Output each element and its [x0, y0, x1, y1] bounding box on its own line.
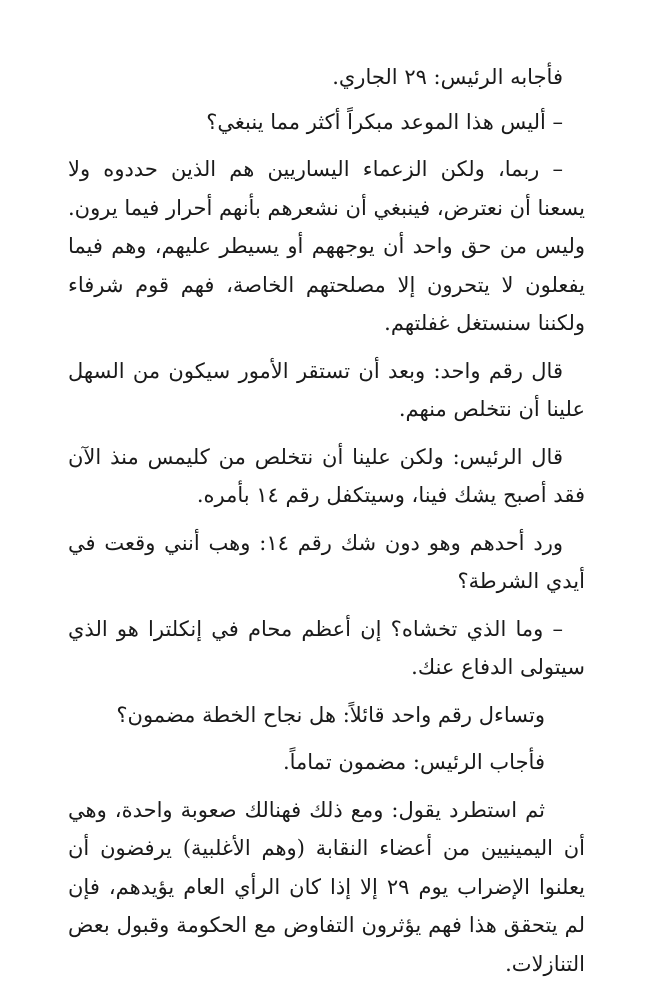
paragraph-one-difficulty: ثم استطرد يقول: ومع ذلك فهنالك صعوبة واحدة، وهي أن اليمينيين من أعضاء النقابة (وهم الأغلبية) يرفضون أن يعلنوا الإضراب يوم ٢٩ إلا إذا كان الرأي العام يؤيدهم، فإن لم يتحقق هذا فهم يؤثرون التفاوض مع الحكومة وقبول بعض التنازلات. [68, 797, 585, 976]
paragraph-number-one-says: قال رقم واحد: وبعد أن تستقر الأمور سيكون من السهل علينا أن نتخلص منهم. [68, 358, 585, 421]
paragraph-leftist-leaders: – ربما، ولكن الزعماء اليساريين هم الذين حددوه ولا يسعنا أن نعترض، فينبغي أن نشعرهم بأنهم أحرار فيما يرون. وليس من حق واحد أن يوجههم أو يسيطر عليهم، وهم فيما يفعلون لا يتحرون إلا مصلحتهم الخاصة، فهم قوم شرفاء ولكننا سنستغل غفلتهم. [68, 157, 585, 335]
paragraph-plan-guaranteed-question: وتساءل رقم واحد قائلاً: هل نجاح الخطة مضمون؟ [116, 702, 545, 727]
paragraph-greatest-lawyer: – وما الذي تخشاه؟ إن أعظم محام في إنكلترا هو الذي سيتولى الدفاع عنك. [68, 616, 585, 679]
paragraph-number-fourteen: ورد أحدهم وهو دون شك رقم ١٤: وهب أنني وقعت في أيدي الشرطة؟ [68, 530, 585, 593]
paragraph-fully-guaranteed: فأجاب الرئيس: مضمون تماماً. [282, 750, 545, 774]
paragraph-question-early-date: – أليس هذا الموعد مبكراً أكثر مما ينبغي؟ [206, 109, 563, 134]
paragraph-president-reply: فأجابه الرئيس: ٢٩ الجاري. [332, 65, 563, 89]
paragraph-president-clemens: قال الرئيس: ولكن علينا أن نتخلص من كليمس منذ الآن فقد أصبح يشك فينا، وسيتكفل رقم ١٤ بأمره. [68, 444, 585, 507]
